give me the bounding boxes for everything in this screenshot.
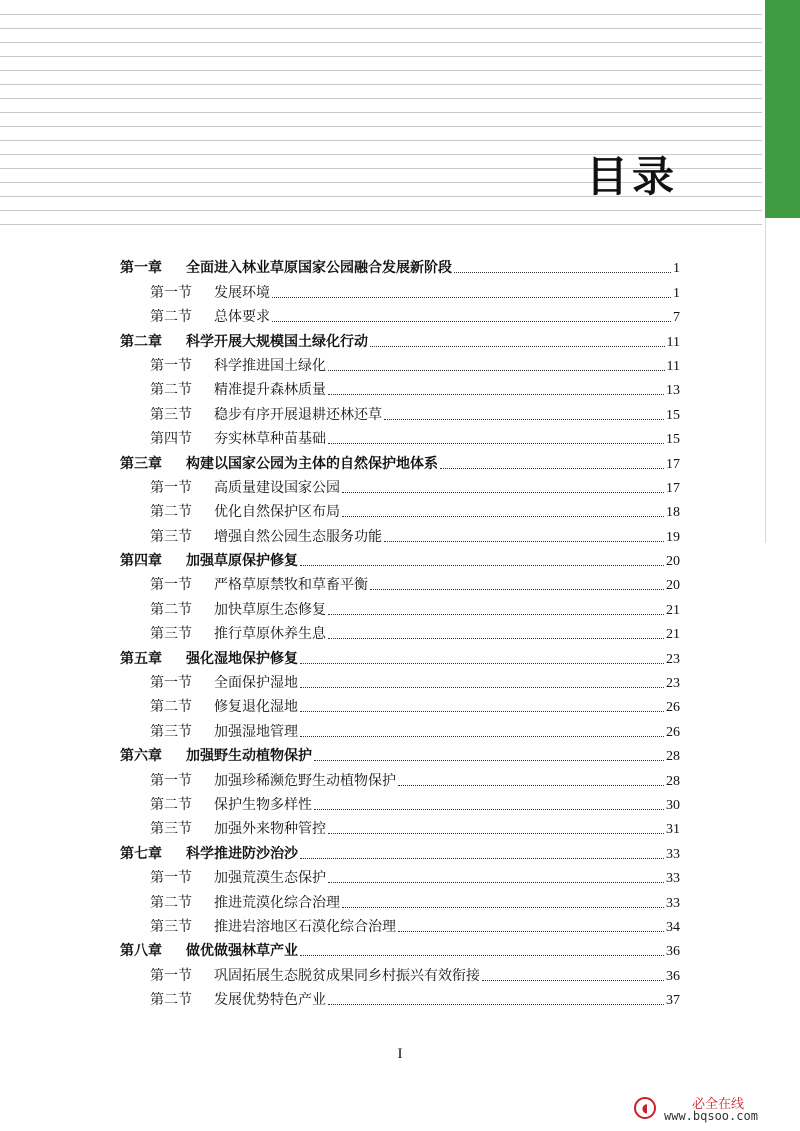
toc-entry-number: 第三章 bbox=[120, 455, 162, 472]
toc-section-entry[interactable] bbox=[120, 790, 680, 814]
toc-entry-number: 第五章 bbox=[120, 650, 162, 667]
watermark-title: 必全在线 bbox=[692, 1097, 745, 1112]
toc-entry-page: 17 bbox=[666, 456, 680, 472]
dot-leader bbox=[384, 540, 664, 542]
toc-section-entry[interactable] bbox=[120, 399, 680, 423]
table-of-contents bbox=[120, 253, 680, 1009]
watermark-url: www.bqsoo.com bbox=[664, 1109, 758, 1123]
toc-entry-number: 第二节 bbox=[150, 309, 192, 326]
dot-leader bbox=[328, 442, 664, 444]
toc-entry-page: 13 bbox=[666, 383, 680, 399]
dot-leader bbox=[328, 832, 664, 834]
toc-entry-label: 做优做强林草产业 bbox=[186, 943, 298, 960]
toc-section-entry[interactable] bbox=[120, 570, 680, 594]
toc-entry-number: 第一节 bbox=[150, 479, 192, 496]
toc-entry-page: 15 bbox=[666, 407, 680, 423]
toc-section-entry[interactable] bbox=[120, 521, 680, 545]
toc-entry-page: 21 bbox=[666, 627, 680, 643]
toc-section-entry[interactable] bbox=[120, 497, 680, 521]
page-title: 目录 bbox=[585, 152, 678, 201]
toc-entry-page: 20 bbox=[666, 578, 680, 594]
toc-entry-number: 第一节 bbox=[150, 284, 192, 301]
dot-leader bbox=[440, 467, 664, 469]
toc-entry-label: 加快草原生态修复 bbox=[214, 601, 326, 618]
toc-section-entry[interactable] bbox=[120, 814, 680, 838]
toc-entry-label: 推行草原休养生息 bbox=[214, 626, 326, 643]
dot-leader bbox=[328, 369, 665, 371]
toc-entry-number: 第三节 bbox=[150, 528, 192, 545]
toc-entry-page: 19 bbox=[666, 529, 680, 545]
toc-section-entry[interactable] bbox=[120, 375, 680, 399]
toc-entry-page: 15 bbox=[666, 432, 680, 448]
toc-entry-number: 第二节 bbox=[150, 601, 192, 618]
toc-entry-label: 推进岩溶地区石漠化综合治理 bbox=[214, 918, 396, 935]
toc-entry-page: 11 bbox=[666, 334, 680, 350]
toc-entry-number: 第四章 bbox=[120, 553, 162, 570]
toc-chapter-entry[interactable] bbox=[120, 643, 680, 667]
toc-section-entry[interactable] bbox=[120, 594, 680, 618]
dot-leader bbox=[398, 930, 664, 932]
toc-entry-page: 23 bbox=[666, 676, 680, 692]
toc-entry-number: 第三节 bbox=[150, 821, 192, 838]
toc-entry-label: 发展优势特色产业 bbox=[214, 992, 326, 1009]
toc-entry-number: 第二章 bbox=[120, 333, 162, 350]
toc-entry-label: 推进荒漠化综合治理 bbox=[214, 894, 340, 911]
toc-entry-page: 30 bbox=[666, 797, 680, 813]
toc-entry-number: 第二节 bbox=[150, 699, 192, 716]
toc-entry-number: 第二节 bbox=[150, 992, 192, 1009]
toc-entry-label: 总体要求 bbox=[214, 309, 270, 326]
side-divider bbox=[765, 218, 766, 543]
dot-leader bbox=[300, 710, 664, 712]
toc-entry-number: 第三节 bbox=[150, 723, 192, 740]
dot-leader bbox=[272, 320, 671, 322]
toc-entry-number: 第一章 bbox=[120, 260, 162, 277]
toc-section-entry[interactable] bbox=[120, 765, 680, 789]
toc-entry-label: 精准提升森林质量 bbox=[214, 382, 326, 399]
toc-section-entry[interactable] bbox=[120, 277, 680, 301]
toc-entry-label: 加强珍稀濒危野生动植物保护 bbox=[214, 772, 396, 789]
toc-entry-number: 第八章 bbox=[120, 943, 162, 960]
toc-entry-page: 36 bbox=[666, 944, 680, 960]
toc-section-entry[interactable] bbox=[120, 473, 680, 497]
dot-leader bbox=[398, 784, 664, 786]
page-number: I bbox=[397, 1046, 403, 1062]
toc-entry-label: 夯实林草种苗基础 bbox=[214, 431, 326, 448]
green-side-tab bbox=[765, 0, 800, 218]
toc-entry-number: 第一节 bbox=[150, 772, 192, 789]
dot-leader bbox=[300, 735, 664, 737]
toc-section-entry[interactable] bbox=[120, 692, 680, 716]
toc-entry-label: 加强湿地管理 bbox=[214, 723, 298, 740]
toc-entry-label: 巩固拓展生态脱贫成果同乡村振兴有效衔接 bbox=[214, 967, 480, 984]
dot-leader bbox=[328, 393, 664, 395]
toc-section-entry[interactable] bbox=[120, 619, 680, 643]
toc-entry-label: 增强自然公园生态服务功能 bbox=[214, 528, 382, 545]
toc-entry-label: 发展环境 bbox=[214, 284, 270, 301]
toc-entry-label: 全面保护湿地 bbox=[214, 675, 298, 692]
dot-leader bbox=[314, 808, 664, 810]
dot-leader bbox=[300, 686, 664, 688]
toc-entry-page: 21 bbox=[666, 602, 680, 618]
dot-leader bbox=[370, 588, 664, 590]
toc-entry-page: 28 bbox=[666, 773, 680, 789]
toc-section-entry[interactable] bbox=[120, 887, 680, 911]
toc-chapter-entry[interactable] bbox=[120, 448, 680, 472]
toc-entry-label: 加强荒漠生态保护 bbox=[214, 870, 326, 887]
toc-chapter-entry[interactable] bbox=[120, 741, 680, 765]
toc-section-entry[interactable] bbox=[120, 985, 680, 1009]
toc-entry-number: 第二节 bbox=[150, 894, 192, 911]
toc-entry-page: 33 bbox=[666, 895, 680, 911]
toc-entry-label: 加强外来物种管控 bbox=[214, 821, 326, 838]
dot-leader bbox=[300, 564, 664, 566]
toc-entry-label: 构建以国家公园为主体的自然保护地体系 bbox=[186, 455, 438, 472]
dot-leader bbox=[342, 491, 664, 493]
toc-chapter-entry[interactable] bbox=[120, 838, 680, 862]
toc-section-entry[interactable] bbox=[120, 716, 680, 740]
toc-section-entry[interactable] bbox=[120, 668, 680, 692]
toc-entry-page: 1 bbox=[673, 261, 680, 277]
toc-entry-label: 保护生物多样性 bbox=[214, 796, 312, 813]
toc-entry-number: 第三节 bbox=[150, 406, 192, 423]
toc-entry-page: 26 bbox=[666, 700, 680, 716]
toc-entry-number: 第一节 bbox=[150, 577, 192, 594]
toc-chapter-entry[interactable] bbox=[120, 326, 680, 350]
watermark bbox=[634, 1093, 784, 1125]
toc-entry-page: 28 bbox=[666, 749, 680, 765]
toc-entry-number: 第二节 bbox=[150, 504, 192, 521]
toc-chapter-entry[interactable] bbox=[120, 253, 680, 277]
toc-entry-number: 第一节 bbox=[150, 357, 192, 374]
dot-leader bbox=[328, 637, 664, 639]
toc-entry-page: 7 bbox=[673, 310, 680, 326]
toc-entry-page: 11 bbox=[666, 358, 680, 374]
toc-entry-page: 36 bbox=[666, 968, 680, 984]
dot-leader bbox=[328, 881, 664, 883]
dot-leader bbox=[272, 296, 671, 298]
toc-entry-number: 第一节 bbox=[150, 870, 192, 887]
toc-entry-page: 17 bbox=[666, 480, 680, 496]
dot-leader bbox=[384, 418, 664, 420]
toc-entry-label: 强化湿地保护修复 bbox=[186, 650, 298, 667]
toc-section-entry[interactable] bbox=[120, 912, 680, 936]
toc-entry-label: 全面进入林业草原国家公园融合发展新阶段 bbox=[186, 260, 452, 277]
toc-entry-label: 科学开展大规模国土绿化行动 bbox=[186, 333, 368, 350]
toc-entry-label: 科学推进国土绿化 bbox=[214, 357, 326, 374]
toc-entry-label: 科学推进防沙治沙 bbox=[186, 845, 298, 862]
toc-entry-number: 第七章 bbox=[120, 845, 162, 862]
toc-section-entry[interactable] bbox=[120, 351, 680, 375]
toc-section-entry[interactable] bbox=[120, 302, 680, 326]
toc-entry-label: 优化自然保护区布局 bbox=[214, 504, 340, 521]
toc-entry-page: 23 bbox=[666, 651, 680, 667]
toc-entry-label: 加强草原保护修复 bbox=[186, 553, 298, 570]
toc-entry-page: 1 bbox=[673, 285, 680, 301]
toc-entry-page: 34 bbox=[666, 919, 680, 935]
dot-leader bbox=[300, 857, 664, 859]
dot-leader bbox=[342, 906, 664, 908]
dot-leader bbox=[342, 515, 664, 517]
toc-entry-number: 第四节 bbox=[150, 431, 192, 448]
toc-entry-number: 第一节 bbox=[150, 967, 192, 984]
toc-entry-label: 修复退化湿地 bbox=[214, 699, 298, 716]
dot-leader bbox=[328, 1003, 664, 1005]
toc-entry-number: 第六章 bbox=[120, 748, 162, 765]
toc-section-entry[interactable] bbox=[120, 960, 680, 984]
toc-entry-number: 第一节 bbox=[150, 675, 192, 692]
dot-leader bbox=[300, 662, 664, 664]
toc-entry-page: 26 bbox=[666, 724, 680, 740]
toc-entry-page: 18 bbox=[666, 505, 680, 521]
toc-entry-page: 31 bbox=[666, 822, 680, 838]
toc-section-entry[interactable] bbox=[120, 424, 680, 448]
toc-entry-number: 第三节 bbox=[150, 626, 192, 643]
toc-entry-label: 加强野生动植物保护 bbox=[186, 748, 312, 765]
toc-entry-number: 第三节 bbox=[150, 918, 192, 935]
toc-entry-label: 高质量建设国家公园 bbox=[214, 479, 340, 496]
toc-entry-label: 稳步有序开展退耕还林还草 bbox=[214, 406, 382, 423]
toc-entry-page: 20 bbox=[666, 554, 680, 570]
toc-entry-number: 第二节 bbox=[150, 382, 192, 399]
toc-entry-number: 第二节 bbox=[150, 796, 192, 813]
dot-leader bbox=[482, 979, 664, 981]
watermark-logo-icon: ◖ bbox=[634, 1097, 656, 1119]
dot-leader bbox=[300, 954, 664, 956]
dot-leader bbox=[370, 345, 665, 347]
toc-entry-page: 37 bbox=[666, 993, 680, 1009]
dot-leader bbox=[328, 613, 664, 615]
toc-section-entry[interactable] bbox=[120, 863, 680, 887]
dot-leader bbox=[314, 759, 664, 761]
toc-chapter-entry[interactable] bbox=[120, 546, 680, 570]
toc-chapter-entry[interactable] bbox=[120, 936, 680, 960]
toc-entry-page: 33 bbox=[666, 846, 680, 862]
toc-entry-label: 严格草原禁牧和草畜平衡 bbox=[214, 577, 368, 594]
dot-leader bbox=[454, 271, 671, 273]
toc-entry-page: 33 bbox=[666, 871, 680, 887]
